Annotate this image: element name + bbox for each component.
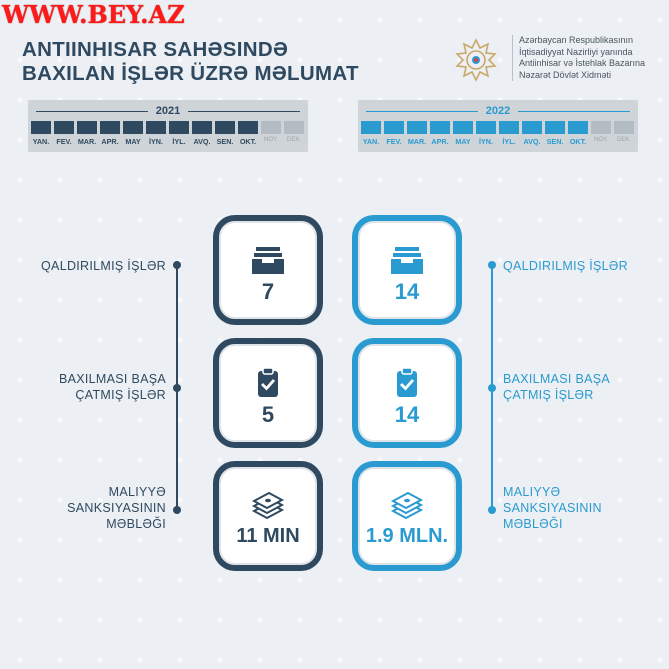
- value-cases-started-2022: 14: [394, 279, 420, 304]
- month-label: SEN.: [546, 137, 564, 146]
- month-bar: [453, 121, 473, 134]
- month-label: AVQ.: [193, 137, 211, 146]
- label-fines-2021: MALIYYƏ SANKSIYASININ MƏBLƏĞI: [67, 485, 166, 531]
- label-cases-completed-2021: BAXILMASI BAŞA ÇATMIŞ İŞLƏR: [58, 372, 166, 402]
- money-stack-icon: [390, 491, 424, 521]
- month-label: MAY: [455, 137, 471, 146]
- month-bar: [430, 121, 450, 134]
- value-cases-completed-2021: 5: [261, 402, 275, 427]
- timeline-2021: [28, 100, 308, 152]
- timeline-2022: [358, 100, 638, 152]
- month-bar: [284, 121, 304, 134]
- month-bar: [522, 121, 542, 134]
- month-label: NOY.: [594, 137, 608, 143]
- year-label-2021: 2021: [155, 105, 181, 117]
- month-label: MAY: [125, 137, 141, 146]
- month-bar: [146, 121, 166, 134]
- month-bar: [215, 121, 235, 134]
- month-label: AVQ.: [523, 137, 541, 146]
- organization-name: Azərbaycan Respublikasının İqtisadiyyat Nazirliyi yanında Antiinhisar və İstehlak Bazarına Nəzarət Dövlət Xidməti: [512, 35, 669, 81]
- title-line-2: BAXILAN İŞLƏR ÜZRƏ MƏLUMAT: [22, 62, 359, 85]
- month-bar: [77, 121, 97, 134]
- label-cases-started-2022: QALDIRILMIŞ İŞLƏR: [503, 259, 628, 273]
- value-fines-2022: 1.9 MLN.: [365, 525, 449, 547]
- card-cases-started-2022: [352, 215, 462, 325]
- month-bar: [54, 121, 74, 134]
- month-bar: [361, 121, 381, 134]
- card-cases-completed-2022: [352, 338, 462, 448]
- month-bar: [407, 121, 427, 134]
- card-cases-completed-2021: [213, 338, 323, 448]
- month-bar: [100, 121, 120, 134]
- label-cases-completed-2022: BAXILMASI BAŞA ÇATMIŞ İŞLƏR: [503, 372, 611, 402]
- month-bar: [261, 121, 281, 134]
- month-label: DEK.: [616, 137, 631, 143]
- month-label: APR.: [101, 137, 119, 146]
- month-label: YAN.: [32, 137, 50, 146]
- right-dot-1: [488, 261, 496, 269]
- month-label: DEK.: [286, 137, 301, 143]
- month-label: İYL.: [502, 137, 516, 146]
- emblem-icon: [452, 36, 500, 84]
- value-cases-started-2021: 7: [261, 279, 275, 304]
- month-bar: [476, 121, 496, 134]
- month-labels-2021: [31, 137, 304, 146]
- left-dot-2: [173, 384, 181, 392]
- month-bar: [169, 121, 189, 134]
- month-bar: [568, 121, 588, 134]
- month-bar: [31, 121, 51, 134]
- month-bars-2021: [31, 121, 304, 134]
- month-label: OKT.: [239, 137, 257, 146]
- clipboard-check-icon: [390, 368, 424, 398]
- month-label: MAR.: [407, 137, 427, 146]
- card-fines-2022: [352, 461, 462, 571]
- month-label: FEV.: [386, 137, 402, 146]
- clipboard-check-icon: [251, 368, 285, 398]
- left-dot-3: [173, 506, 181, 514]
- page-title: [22, 38, 412, 86]
- year-label-2022: 2022: [485, 105, 511, 117]
- month-label: FEV.: [56, 137, 72, 146]
- value-fines-2021: 11 MIN: [236, 525, 300, 547]
- month-label: İYN.: [149, 137, 163, 146]
- month-label: OKT.: [569, 137, 587, 146]
- month-label: NOY.: [264, 137, 278, 143]
- month-label: YAN.: [362, 137, 380, 146]
- right-dot-2: [488, 384, 496, 392]
- month-label: İYN.: [479, 137, 493, 146]
- month-bar: [123, 121, 143, 134]
- month-bar: [591, 121, 611, 134]
- month-bar: [614, 121, 634, 134]
- month-labels-2022: [361, 137, 634, 146]
- month-bars-2022: [361, 121, 634, 134]
- inbox-tray-icon: [390, 245, 424, 275]
- month-label: MAR.: [77, 137, 97, 146]
- money-stack-icon: [251, 491, 285, 521]
- card-cases-started-2021: [213, 215, 323, 325]
- left-dot-1: [173, 261, 181, 269]
- month-bar: [384, 121, 404, 134]
- month-bar: [545, 121, 565, 134]
- month-label: APR.: [431, 137, 449, 146]
- card-fines-2021: [213, 461, 323, 571]
- right-dot-3: [488, 506, 496, 514]
- watermark: WWW.BEY.AZ: [2, 0, 185, 29]
- month-bar: [192, 121, 212, 134]
- month-bar: [238, 121, 258, 134]
- inbox-tray-icon: [251, 245, 285, 275]
- month-bar: [499, 121, 519, 134]
- label-cases-started-2021: QALDIRILMIŞ İŞLƏR: [41, 259, 166, 273]
- value-cases-completed-2022: 14: [394, 402, 420, 427]
- month-label: SEN.: [216, 137, 234, 146]
- title-line-1: ANTIINHISAR SAHƏSINDƏ: [22, 38, 289, 61]
- month-label: İYL.: [172, 137, 186, 146]
- label-fines-2022: MALIYYƏ SANKSIYASININ MƏBLƏĞI: [503, 485, 602, 531]
